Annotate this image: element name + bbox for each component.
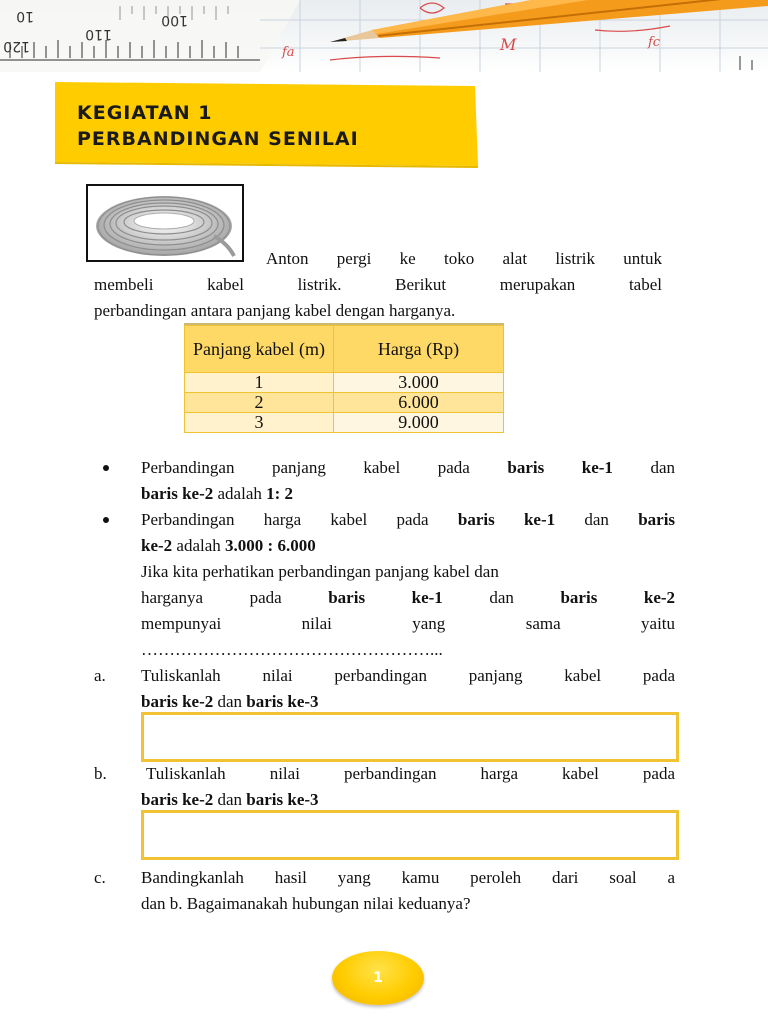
intro-line: perbandingan antara panjang kabel dengan harganya. xyxy=(94,301,456,320)
answer-box-a[interactable] xyxy=(141,712,679,762)
bullet-item: Perbandingan harga kabel pada baris ke-1 dan baris xyxy=(141,510,676,529)
intro-line: membeli kabel listrik. Berikut merupakan tabel xyxy=(94,275,662,294)
table-header-row xyxy=(185,326,504,373)
ruler-number: 110 xyxy=(85,26,112,42)
cable-coil-icon xyxy=(88,186,242,260)
table-row xyxy=(185,373,504,393)
question-c-text: Bandingkanlah hasil yang kamu peroleh dari soal a xyxy=(141,868,675,887)
ruler-number: 10 xyxy=(16,8,34,24)
cell-length: 1 xyxy=(185,373,334,393)
activity-subtitle: PERBANDINGAN SENILAI xyxy=(77,128,359,150)
cell-price: 6.000 xyxy=(334,393,504,413)
intro-line: Anton pergi ke toko alat listrik untuk xyxy=(266,249,662,268)
bullet-icon xyxy=(103,517,109,523)
table-row xyxy=(185,393,504,413)
answer-box-b[interactable] xyxy=(141,810,679,860)
cell-length: 2 xyxy=(185,393,334,413)
activity-title: KEGIATAN 1 xyxy=(77,102,213,124)
question-a-text: Tuliskanlah nilai perbandingan panjang kabel pada xyxy=(141,666,675,685)
observation-line: Jika kita perhatikan perbandingan panjang kabel dan xyxy=(141,562,499,581)
question-a-label: a. xyxy=(94,666,106,685)
table-row xyxy=(185,413,504,433)
question-a-text-continued: baris ke-2 dan baris ke-3 xyxy=(141,692,319,711)
cell-price: 3.000 xyxy=(334,373,504,393)
bullet-icon xyxy=(103,465,109,471)
pencil-icon xyxy=(330,0,768,42)
question-b-text: Tuliskanlah nilai perbandingan harga kabel pada xyxy=(146,764,675,783)
header-photo xyxy=(0,0,768,72)
observation-line: mempunyai nilai yang sama yaitu xyxy=(141,614,676,633)
activity-banner xyxy=(55,82,478,168)
ruler-number: 120 xyxy=(3,38,30,54)
fill-in-blank[interactable]: ……………………………………………... xyxy=(141,640,443,659)
observation-line: harganya pada baris ke-1 dan baris ke-2 xyxy=(141,588,676,607)
price-table xyxy=(184,325,504,433)
page-number-badge: 1 xyxy=(332,951,424,1005)
question-b-label: b. xyxy=(94,764,107,783)
sketch-mark: fa xyxy=(282,45,295,60)
question-c-text-continued: dan b. Bagaimanakah hubungan nilai keduanya? xyxy=(141,894,471,913)
column-header-price: Harga (Rp) xyxy=(334,326,504,373)
sketch-mark: fc xyxy=(648,35,661,50)
bullet-item-continued: ke-2 adalah 3.000 : 6.000 xyxy=(141,536,316,555)
bullet-item: Perbandingan panjang kabel pada baris ke-1 dan xyxy=(141,458,676,477)
question-b-text-continued: baris ke-2 dan baris ke-3 xyxy=(141,790,319,809)
bullet-item-continued: baris ke-2 adalah 1: 2 xyxy=(141,484,294,503)
question-c-label: c. xyxy=(94,868,106,887)
cell-length: 3 xyxy=(185,413,334,433)
ruler-number: 100 xyxy=(161,12,188,28)
sketch-mark: M xyxy=(500,35,517,54)
column-header-length: Panjang kabel (m) xyxy=(185,326,334,373)
ruler-pencil-illustration xyxy=(0,0,768,72)
cable-photo xyxy=(86,184,244,262)
cell-price: 9.000 xyxy=(334,413,504,433)
